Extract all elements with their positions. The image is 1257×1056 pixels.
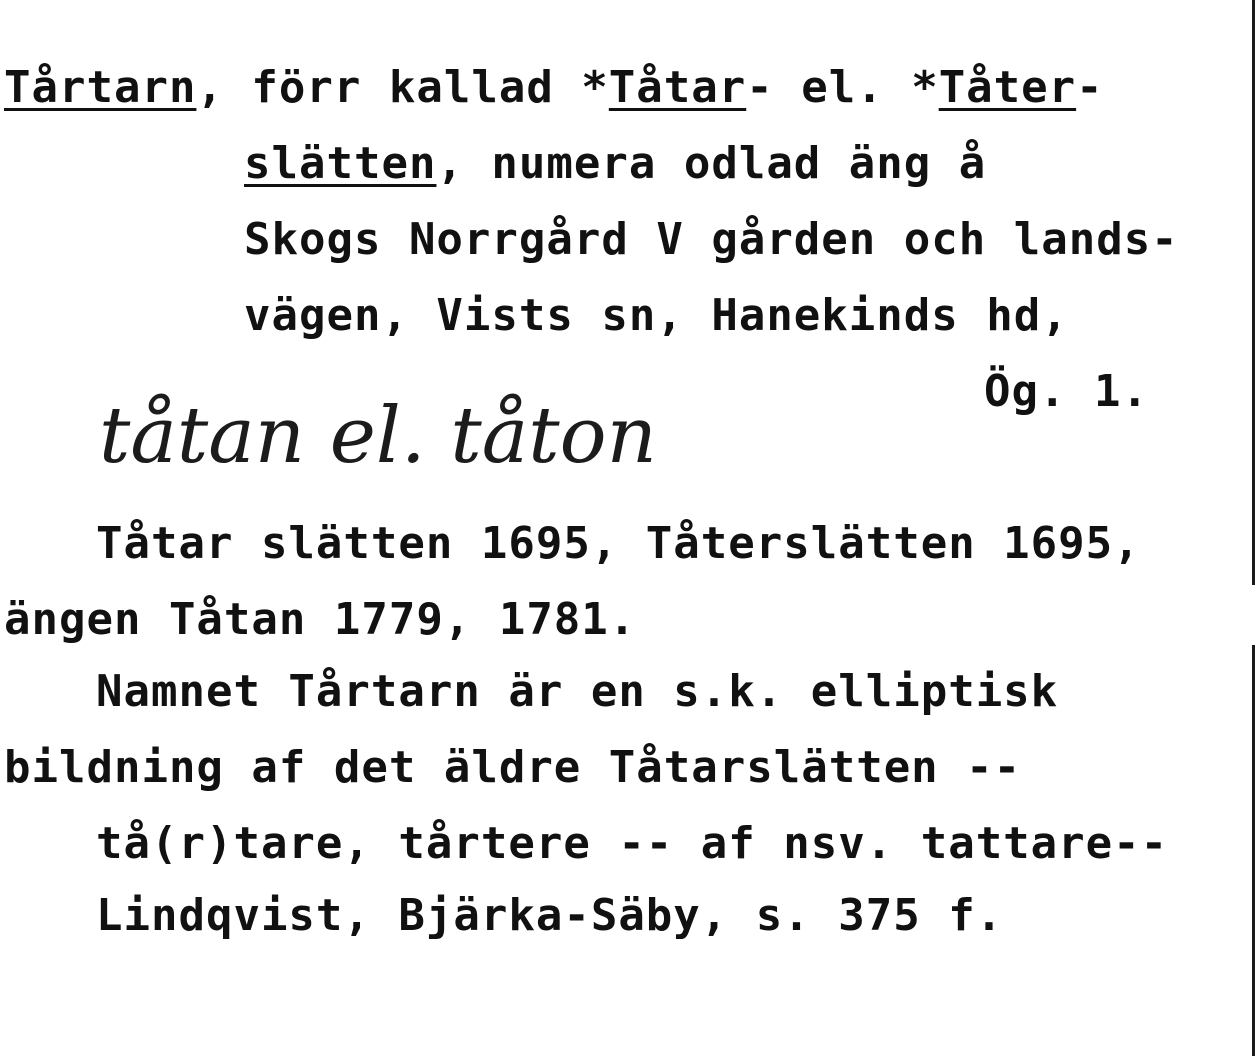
etymology-line-1: Namnet Tårtarn är en s.k. elliptisk [96,666,1059,717]
historical-forms-line-2: ängen Tåtan 1779, 1781. [4,594,637,645]
handwritten-text: tåtan el. tåton [99,391,657,481]
card-edge-mark-bottom [1252,645,1255,1056]
historical-forms-line-1: Tåtar slätten 1695, Tåterslätten 1695, [96,518,1141,569]
description-line-4: vägen, Vists sn, Hanekinds hd, [244,290,1069,341]
etymology-line-2: bildning af det äldre Tåtarslätten -- [4,742,1022,793]
heading-separator-2: - el. * [746,62,939,113]
heading-separator-1: , förr kallad * [196,62,609,113]
description-text: , numera odlad äng å [436,138,987,189]
former-name-2: Tåter [938,62,1077,113]
card-edge-mark-top [1252,0,1255,585]
handwritten-pronunciation [95,370,855,510]
description-line-3: Skogs Norrgård V gården och lands- [244,214,1179,265]
former-name-2-continued: slätten [244,138,437,189]
former-name-1: Tåtar [608,62,747,113]
source-reference: Lindqvist, Bjärka-Säby, s. 375 f. [96,890,1004,941]
heading-line [4,62,1104,114]
etymology-line-3: tå(r)tare, tårtere -- af nsv. tattare-- [96,818,1169,869]
province-reference: Ög. 1. [984,366,1149,417]
heading-hyphen: - [1076,62,1104,113]
place-name: Tårtarn [4,62,197,113]
description-line-2 [244,138,986,190]
